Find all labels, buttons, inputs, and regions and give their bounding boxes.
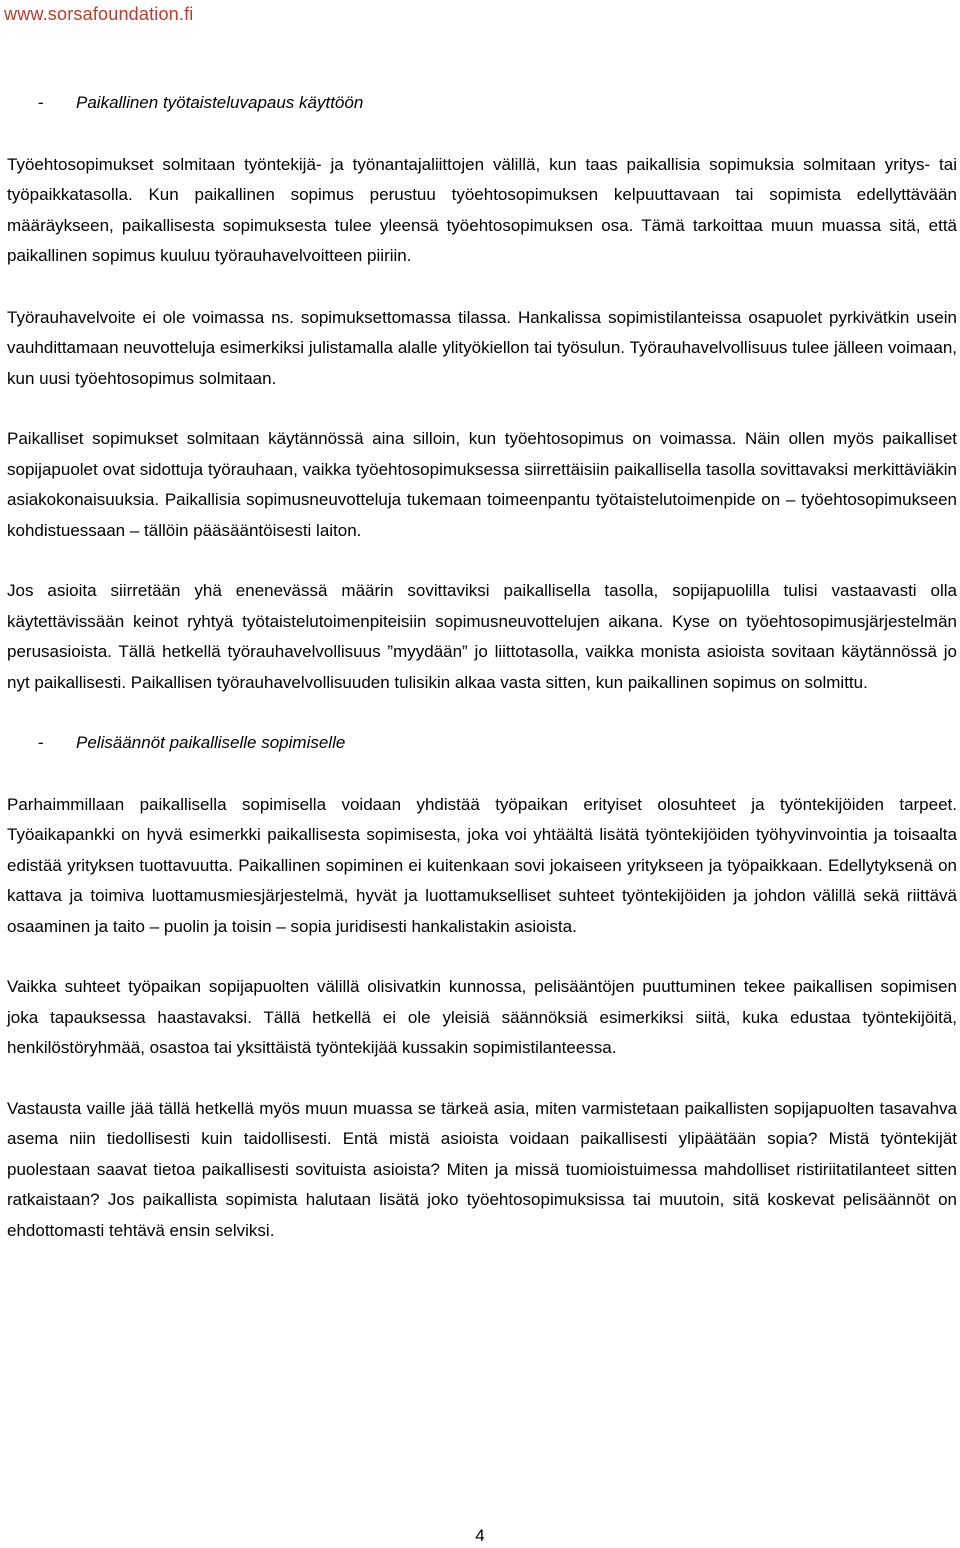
heading-dash: - — [38, 93, 44, 112]
page-number: 4 — [475, 1526, 485, 1545]
heading-title: Paikallinen työtaisteluvapaus käyttöön — [76, 93, 364, 112]
paragraph-7: Vastausta vaille jää tällä hetkellä myös muun muassa se tärkeä asia, miten varmistetaan paikallisten sopijapuolten tasavahva asema niin tiedollisesti kuin taidollisesti. Entä mistä asioista voidaan paikallisesti ylipäätään sopia? Mistä työntekijät puolestaan saavat tietoa paikallisesti sovituista asioista? Miten ja missä tuomioistuimessa mahdolliset ristiriitatilanteet sitten ratkaistaan? Jos paikallista sopimista halutaan lisätä joko työehtosopimuksissa tai muutoin, sitä koskevat pelisäännöt on ehdottomasti tehtävä ensin selviksi. — [7, 1098, 957, 1240]
section-heading-local-bargaining-rules — [7, 728, 957, 759]
document-body — [7, 88, 957, 1246]
paragraph-3: Paikalliset sopimukset solmitaan käytännössä aina silloin, kun työehtosopimus on voimassa. Näin ollen myös paikalliset sopijapuolet ovat sidottuja työrauhaan, vaikka työehtosopimuksessa siirrettäisiin paikallisella tasolla sovittavaksi merkittäviäkin asiakokonaisuuksia. Paikallisia sopimusneuvotteluja tukemaan toimeenpantu työtaistelutoimenpide on – työehtosopimukseen kohdistuessaan – tällöin pääsääntöisesti laiton. — [7, 429, 957, 540]
heading-title: Pelisäännöt paikalliselle sopimiselle — [76, 733, 346, 752]
site-url-header[interactable]: www.sorsafoundation.fi — [4, 4, 194, 24]
paragraph-2: Työrauhavelvoite ei ole voimassa ns. sopimuksettomassa tilassa. Hankalissa sopimistilanteissa osapuolet pyrkivätkin usein vauhdittamaan neuvotteluja esimerkiksi julistamalla alalle ylityökiellon tai työsulun. Työrauhavelvollisuus tulee jälleen voimaan, kun uusi työehtosopimus solmitaan. — [7, 307, 957, 388]
paragraph-1: Työehtosopimukset solmitaan työntekijä- ja työnantajaliittojen välillä, kun taas paikallisia sopimuksia solmitaan yritys- tai työpaikkatasolla. Kun paikallinen sopimus perustuu työehtosopimuksen kelpuuttavaan tai sopimista edellyttävään määräykseen, paikallisesta sopimuksesta tulee yleensä työehtosopimuksen osa. Tämä tarkoittaa muun muassa sitä, että paikallinen sopimus kuuluu työrauhavelvoitteen piiriin. — [7, 154, 957, 265]
paragraph-4: Jos asioita siirretään yhä enenevässä määrin sovittaviksi paikallisella tasolla, sopijapuolilla tulisi vastaavasti olla käytettävissään keinot ryhtyä työtaistelutoimenpiteisiin sopimusneuvottelujen aikana. Kyse on työehtosopimusjärjestelmän perusasioista. Tällä hetkellä työrauhavelvollisuus ”myydään” jo liittotasolla, vaikka monista asioista sovitaan käytännössä jo nyt paikallisesti. Paikallisen työrauhavelvollisuuden tulisikin alkaa vasta sitten, kun paikallinen sopimus on solmittu. — [7, 581, 957, 692]
heading-dash: - — [38, 733, 44, 752]
paragraph-6: Vaikka suhteet työpaikan sopijapuolten välillä olisivatkin kunnossa, pelisääntöjen puuttuminen tekee paikallisen sopimisen joka tapauksessa haastavaksi. Tällä hetkellä ei ole yleisiä säännöksiä esimerkiksi siitä, kuka edustaa työntekijöitä, henkilöstöryhmää, osastoa tai yksittäistä työntekijää kussakin sopimistilanteessa. — [7, 977, 957, 1057]
paragraph-5: Parhaimmillaan paikallisella sopimisella voidaan yhdistää työpaikan erityiset olosuhteet ja työntekijöiden tarpeet. Työaikapankki on hyvä esimerkki paikallisesta sopimisesta, joka voi yhtäältä lisätä työntekijöiden työhyvinvointia ja toisaalta edistää yrityksen tuottavuutta. Paikallinen sopiminen ei kuitenkaan sovi jokaiseen yritykseen ja työpaikkaan. Edellytyksenä on kattava ja toimiva luottamusmiesjärjestelmä, hyvät ja luottamukselliset suhteet työntekijöiden ja johdon välillä sekä riittävä osaaminen ja taito – puolin ja toisin – sopia juridisesti hankalistakin asioista. — [7, 794, 957, 936]
section-heading-local-strike-freedom — [7, 88, 957, 119]
